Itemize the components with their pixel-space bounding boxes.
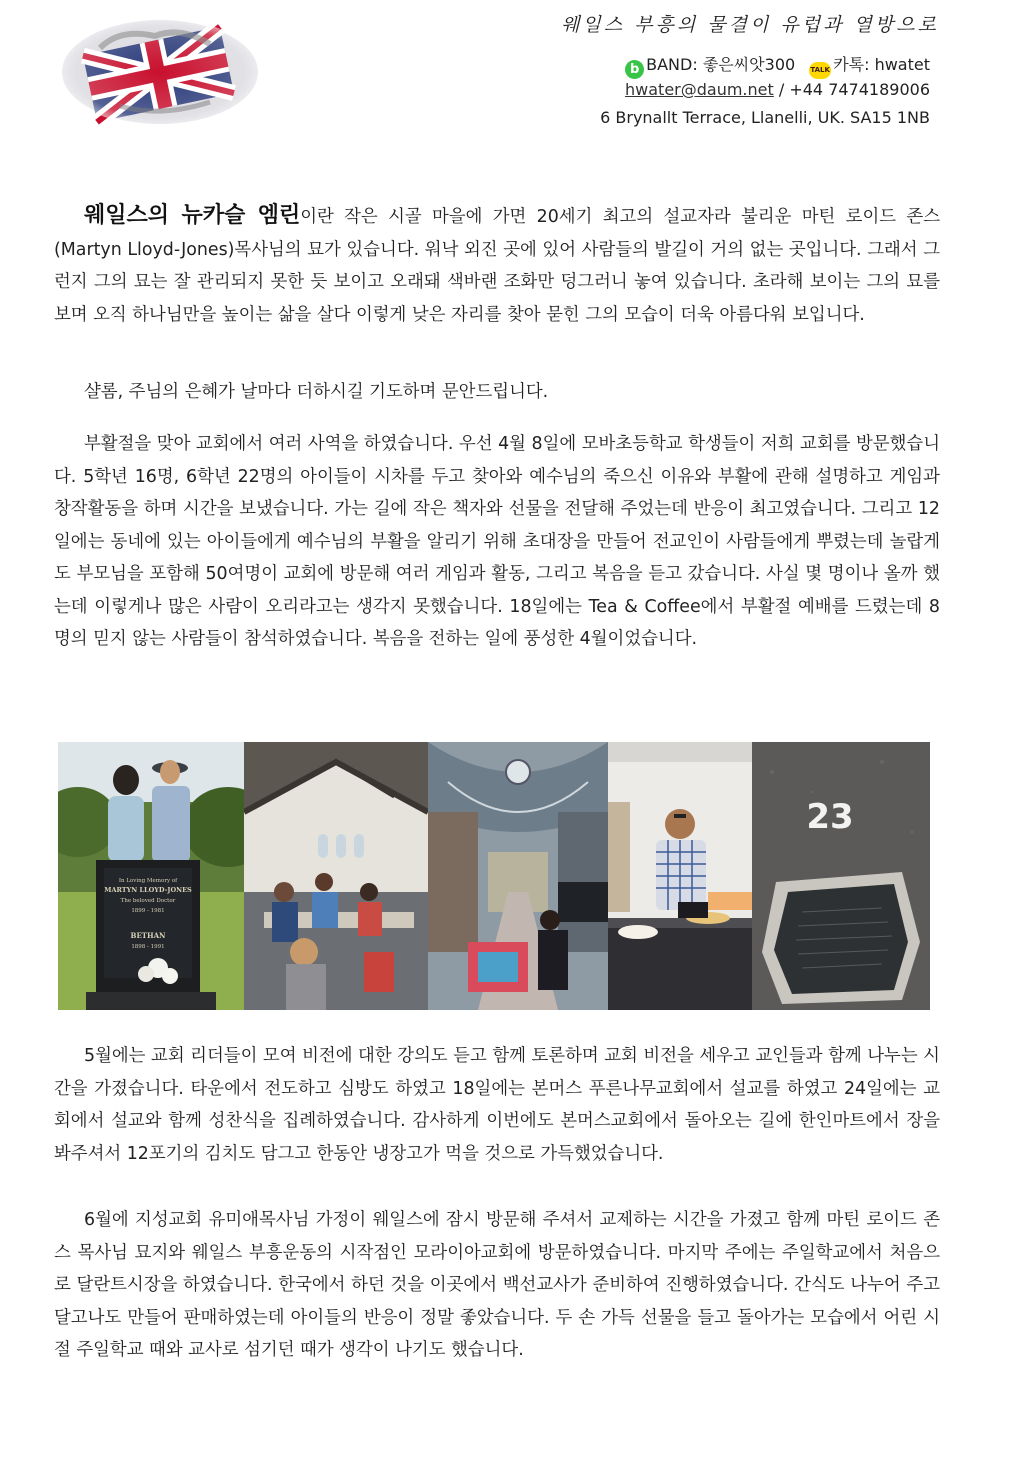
tombstone-line-4: 1899 - 1981 [131, 908, 165, 914]
april-paragraph: 부활절을 맞아 교회에서 여러 사역을 하였습니다. 우선 4월 8일에 모바초등학교 학생들이 저희 교회를 방문했습니다. 5학년 16명, 6학년 22명의 아이들이 시차를 두고 찾아와 예수님의 죽으신 이유와 부활에 관해 설명하고 게임과 창작활동을 하며 시간을 보냈습니다. 가는 길에 작은 책자와 선물을 전달해 주었는데 반응이 최고였습니다. 그리고 12일에는 동네에 있는 아이들에게 예수님의 부활을 알리기 위해 초대장을 만들어 전교인이 사람들에게 뿌렸는데 놀랍게도 부모님을 포함해 50여명이 교회에 방문해 여러 게임과 활동, 그리고 복음을 듣고 갔습니다. 사실 몇 명이나 올까 했는데 이렇게나 많은 사람이 오리라고는 생각지 못했습니다. 18일에는 Tea & Coffee에서 부활절 예배를 드렸는데 8명의 믿지 않는 사람들이 참석하였습니다. 복음을 전하는 일에 풍성한 4월이었습니다. [54, 434, 940, 649]
may-paragraph: 5월에는 교회 리더들이 모여 비전에 대한 강의도 듣고 함께 토론하며 교회 비전을 세우고 교인들과 함께 나누는 시간을 가졌습니다. 타운에서 전도하고 심방도 하였고 18일에는 본머스 푸른나무교회에서 설교를 하였고 24일에는 교회에서 설교와 함께 성찬식을 집례하였습니다. 감사하게 이번에도 본머스교회에서 돌아오는 길에 한인마트에서 장을 봐주셔서 12포기의 김치도 담그고 한동안 냉장고가 먹을 것으로 가득했었습니다. [54, 1046, 940, 1164]
tombstone-line-5: BETHAN [130, 931, 166, 940]
header-slogan: 웨일스 부흥의 물결이 유럽과 열방으로 [561, 14, 939, 36]
photo-tea-coffee [608, 742, 752, 1010]
phone-number: / +44 7474189006 [773, 80, 930, 99]
kakao-label: 카톡: hwatet [833, 55, 930, 74]
tombstone-line-6: 1898 - 1991 [131, 944, 165, 950]
pavement-number: 23 [806, 797, 854, 837]
band-label: BAND: 좋은씨앗300 [646, 55, 796, 74]
tombstone-line-2: MARTYN LLOYD-JONES [104, 886, 192, 894]
article-title: 웨일스의 뉴카슬 엠린 [84, 203, 301, 228]
intro-paragraph [54, 200, 940, 331]
photo-church-hall [244, 742, 428, 1010]
band-icon: b [625, 60, 644, 79]
photo-town-street [428, 742, 608, 1010]
tombstone-line-3: The beloved Doctor [120, 898, 176, 904]
tombstone-line-1: In Loving Memory of [118, 878, 178, 884]
intro-text: 이란 작은 시골 마을에 가면 20세기 최고의 설교자라 불리운 마틴 로이드 존스(Martyn Lloyd-Jones)목사님의 묘가 있습니다. 워낙 외진 곳에 있어 사람들의 발길이 거의 없는 곳입니다. 그래서 그런지 그의 묘는 잘 관리되지 못한 듯 보이고 오래돼 색바랜 조화만 덩그러니 놓여 있습니다. 초라해 보이는 그의 묘를 보며 오직 하나님만을 높이는 삶을 살다 이렇게 낮은 자리를 찾아 묻힌 그의 모습이 더욱 아름다워 보입니다. [54, 207, 940, 325]
greeting-paragraph: 샬롬, 주님의 은혜가 날마다 더하시길 기도하며 문안드립니다. [84, 382, 549, 402]
june-paragraph: 6월에 지성교회 유미애목사님 가정이 웨일스에 잠시 방문해 주셔서 교제하는 시간을 가졌고 함께 마틴 로이드 존스 목사님 묘지와 웨일스 부흥운동의 시작점인 모라이아교회에 방문하였습니다. 마지막 주에는 주일학교에서 처음으로 달란트시장을 하였습니다. 한국에서 하던 것을 이곳에서 백선교사가 준비하여 진행하였습니다. 간식도 나누어 주고 달고나도 만들어 판매하였는데 아이들의 반응이 정말 좋았습니다. 두 손 가득 선물을 들고 돌아가는 모습에서 어린 시절 주일학교 때와 교사로 섬기던 때가 생각이 나기도 했습니다. [54, 1210, 940, 1360]
contact-address: 6 Brynallt Terrace, Llanelli, UK. SA15 1NB [600, 108, 930, 127]
email-link[interactable]: hwater@daum.net [625, 80, 774, 99]
contact-sns [625, 52, 930, 79]
contact-email-phone [625, 80, 930, 99]
photo-pavement-plaque [752, 742, 930, 1010]
photo-grave-visit [58, 742, 244, 1010]
photo-strip [58, 742, 930, 1010]
kakaotalk-icon: TALK [809, 62, 831, 79]
union-jack-logo [60, 18, 260, 126]
